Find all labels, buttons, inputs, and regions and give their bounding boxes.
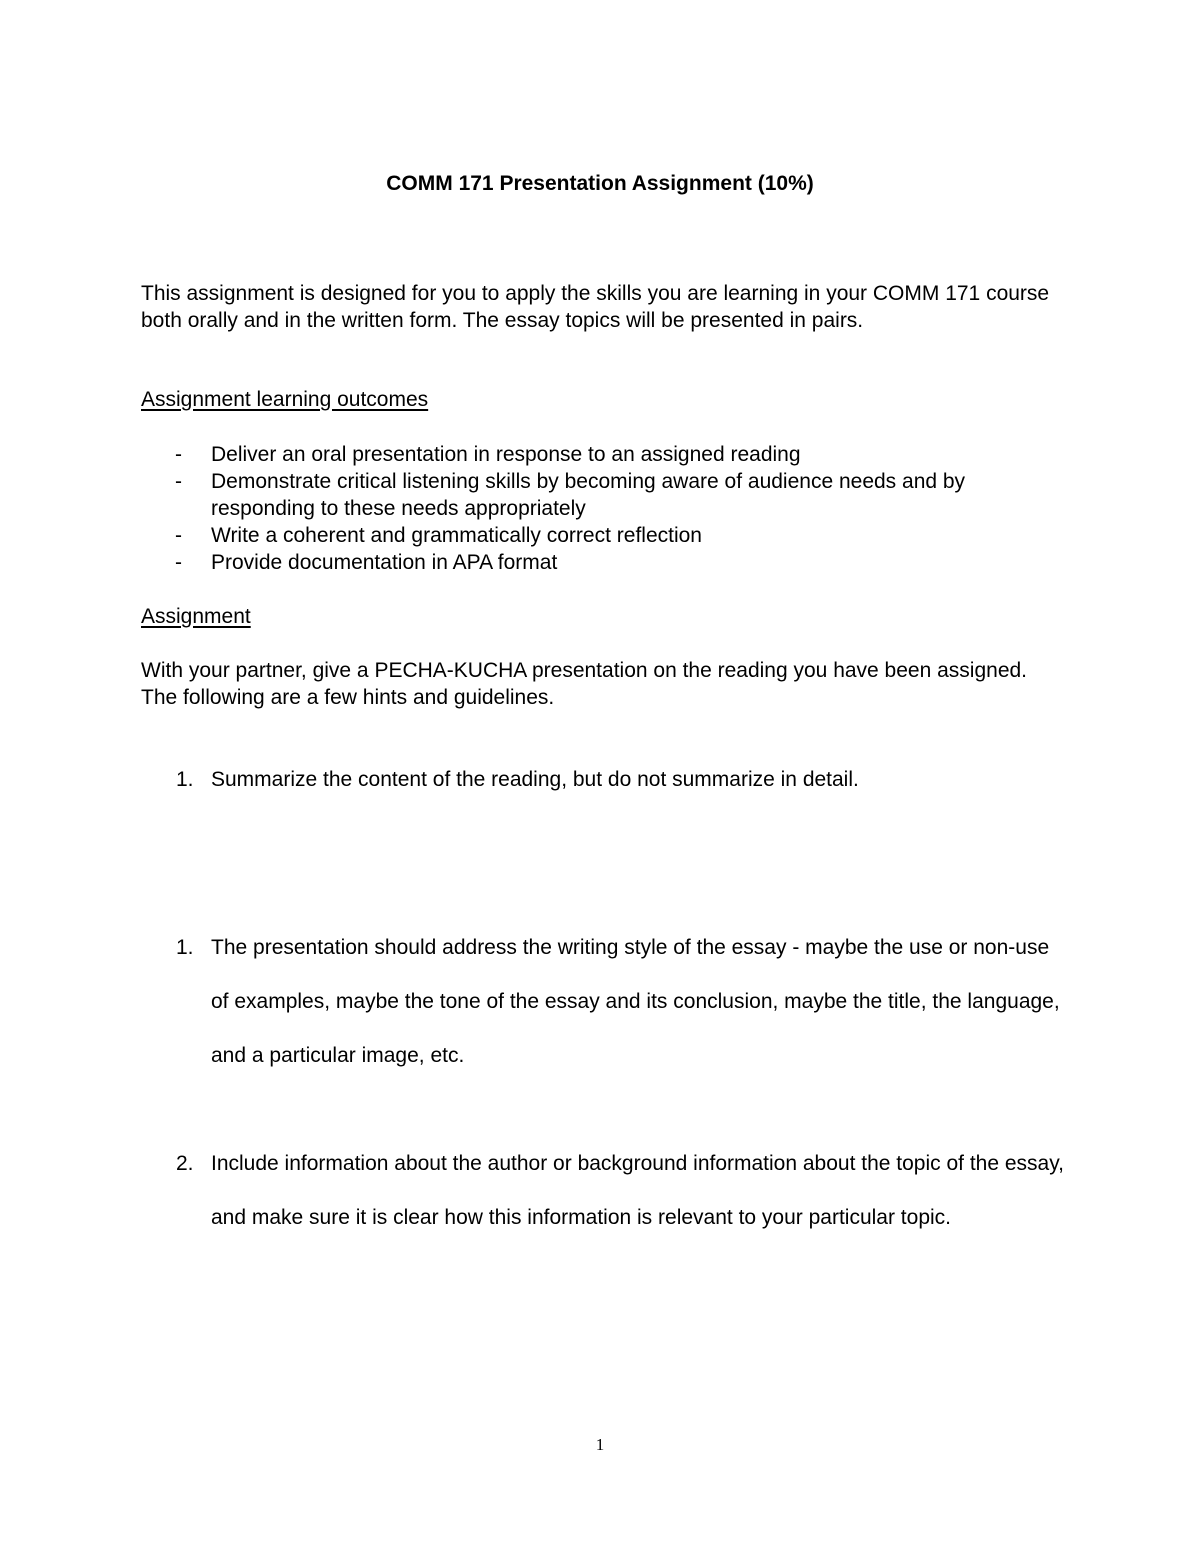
- dash-bullet: -: [175, 524, 182, 547]
- guideline-text: Summarize the content of the reading, but do not summarize in detail.: [211, 768, 859, 791]
- guideline-item: [141, 921, 1071, 1083]
- document-title: COMM 171 Presentation Assignment (10%): [386, 172, 814, 195]
- assignment-paragraph: With your partner, give a PECHA-KUCHA presentation on the reading you have been assigned. The following are a few hints and guidelines.: [141, 659, 1028, 709]
- list-item: [141, 549, 1071, 576]
- outcomes-list: [141, 441, 1071, 576]
- list-item: [141, 468, 1071, 522]
- dash-bullet: -: [175, 551, 182, 574]
- guideline-item: [141, 766, 1071, 793]
- page-number: 1: [595, 1435, 605, 1454]
- list-item: [141, 441, 1071, 468]
- outcome-text: Deliver an oral presentation in response to an assigned reading: [211, 443, 801, 466]
- guideline-number: 1.: [176, 768, 194, 791]
- assignment-heading: Assignment: [141, 605, 251, 628]
- outcome-text: Write a coherent and grammatically correct reflection: [211, 524, 702, 547]
- outcome-text: Provide documentation in APA format: [211, 551, 558, 574]
- guideline-number: 1.: [176, 936, 194, 959]
- dash-bullet: -: [175, 443, 182, 466]
- dash-bullet: -: [175, 470, 182, 493]
- guideline-number: 2.: [176, 1152, 194, 1175]
- list-item: [141, 522, 1071, 549]
- guideline-text: The presentation should address the writing style of the essay - maybe the use or non-use of examples, maybe the tone of the essay and its conclusion, maybe the title, the language, and a particular image, etc.: [211, 936, 1060, 1067]
- outcomes-heading: Assignment learning outcomes: [141, 388, 429, 411]
- outcome-text: Demonstrate critical listening skills by becoming aware of audience needs and by responding to these needs appropriately: [211, 470, 966, 520]
- intro-paragraph: This assignment is designed for you to apply the skills you are learning in your COMM 171 course both orally and in the written form. The essay topics will be presented in pairs.: [141, 282, 1050, 332]
- guideline-text: Include information about the author or background information about the topic of the essay, and make sure it is clear how this information is relevant to your particular topic.: [211, 1152, 1064, 1229]
- guideline-item: [141, 1137, 1071, 1245]
